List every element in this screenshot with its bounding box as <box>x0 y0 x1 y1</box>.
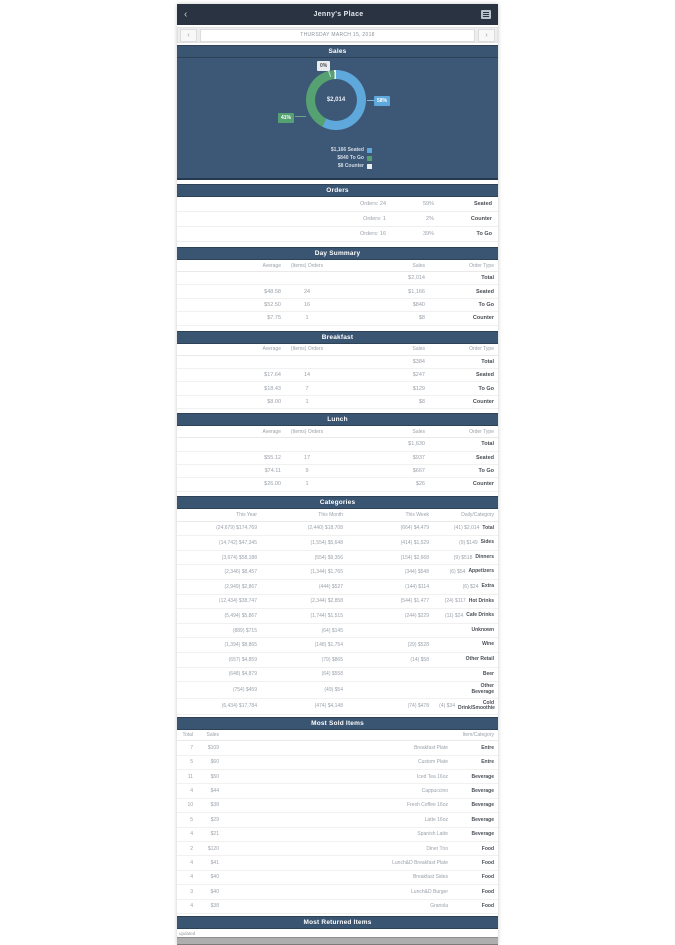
col-average: Average <box>262 428 281 435</box>
breakfast-header: Breakfast <box>177 331 498 344</box>
cell-item: Breakfast Plate <box>414 744 448 751</box>
cell-order-type: Counter <box>472 481 494 488</box>
cell-this-year: (5,494) $5,867 <box>224 613 257 620</box>
order-type: Seated <box>473 201 492 207</box>
cell-item: Breakfast Sides <box>412 874 448 881</box>
donut-center <box>315 79 357 121</box>
cell-category: Other Beverage <box>471 683 494 695</box>
cell-category: Dinners <box>475 553 494 560</box>
cell-category: Beverage <box>471 816 494 823</box>
most-sold-section <box>177 717 498 914</box>
categories-header: Categories <box>177 496 498 509</box>
cell-this-month: (444) $527 <box>318 583 343 590</box>
cell-orders: 17 <box>303 454 311 461</box>
cell-this-year: (12,434) $38,747 <box>218 598 257 605</box>
cell-orders: 1 <box>305 315 309 322</box>
table-row <box>177 609 498 624</box>
cell-orders: 9 <box>305 468 309 475</box>
legend-label: $8 Counter <box>337 163 364 169</box>
orders-section <box>177 184 498 242</box>
cell-category: Food <box>481 860 494 867</box>
day-summary-table <box>177 272 498 326</box>
legend-label: $1,166 Seated <box>330 147 364 153</box>
cell-order-type: Total <box>481 275 494 282</box>
orders-count: Orders: 24 <box>360 201 386 207</box>
table-row <box>177 551 498 566</box>
cell-order-type: To Go <box>478 301 494 308</box>
cell-total: 7 <box>190 744 193 751</box>
cell-order-type: Seated <box>475 288 494 295</box>
table-row <box>177 813 498 827</box>
table-row <box>177 438 498 451</box>
cell-category: Beverage <box>471 802 494 809</box>
cell-this-week: (544) $1,477 <box>400 598 429 605</box>
col-this-month: This Month <box>318 511 343 518</box>
cell-item: Lunch&D Burger <box>411 888 448 895</box>
order-type: To Go <box>476 231 492 237</box>
cell-category: Cafe Drinks <box>466 612 494 619</box>
table-row <box>177 699 498 716</box>
top-bar <box>177 4 498 25</box>
table-row <box>177 653 498 668</box>
cell-category: Cold Drink/Smoothie <box>458 699 495 712</box>
table-row <box>177 452 498 465</box>
order-type: Counter <box>470 216 492 222</box>
col-sales: Sales <box>412 346 425 353</box>
cell-daily: (24) $117 <box>444 598 466 605</box>
cell-sales: $41 <box>210 860 219 867</box>
cell-orders: 7 <box>305 385 309 392</box>
cell-total: 2 <box>190 845 193 852</box>
cell-this-year: (3,674) $58,188 <box>221 554 257 561</box>
cell-sales: $40 <box>210 888 219 895</box>
cell-total: 11 <box>187 773 193 780</box>
table-row <box>177 478 498 491</box>
most-returned-header: Most Returned Items <box>177 916 498 929</box>
cell-this-month: (49) $54 <box>324 686 343 693</box>
cell-category: Wine <box>482 641 494 648</box>
cell-sales: $50 <box>210 773 219 780</box>
table-row <box>177 828 498 842</box>
table-row <box>177 465 498 478</box>
cell-daily: (9) $518 <box>453 554 473 561</box>
table-row <box>177 682 498 699</box>
col-order-type: Order Type <box>469 428 494 435</box>
cell-this-month: (1,744) $1,515 <box>310 613 343 620</box>
cell-this-month: (1,554) $5,648 <box>310 540 343 547</box>
cell-this-month: (1,344) $1,765 <box>310 569 343 576</box>
col-sales: Sales <box>412 428 425 435</box>
col-average: Average <box>262 346 281 353</box>
table-row <box>177 396 498 409</box>
orders-section-header: Orders <box>177 184 498 197</box>
breakfast-section <box>177 331 498 410</box>
cell-this-month: (474) $4,148 <box>314 703 343 710</box>
app-window <box>177 4 498 945</box>
cell-category: Other Retail <box>465 655 494 662</box>
cell-item: Lunch&D Breakfast Plate <box>392 860 448 867</box>
orders-row <box>177 227 498 242</box>
cell-total: 4 <box>190 903 193 910</box>
updated-note: updated <box>179 930 196 936</box>
day-summary-header: Day Summary <box>177 247 498 260</box>
cell-sales: $38 <box>210 903 219 910</box>
cell-this-week: (144) $114 <box>405 583 429 590</box>
table-header-strip <box>177 937 498 945</box>
cell-orders: 16 <box>303 301 311 308</box>
cell-this-year: (14,742) $47,345 <box>218 540 257 547</box>
cell-order-type: Seated <box>475 372 494 379</box>
callout-line-left <box>295 116 306 117</box>
cell-this-month: (64) $558 <box>321 671 343 678</box>
cell-item: Spanish Latte <box>417 831 448 838</box>
col-total: Total <box>182 732 193 739</box>
cell-this-year: (657) $4,859 <box>228 656 257 663</box>
table-row <box>177 595 498 610</box>
cell-category: Beverage <box>471 831 494 838</box>
cell-sales: $247 <box>412 372 425 379</box>
app-title: Jenny's Place <box>313 11 364 18</box>
orders-row <box>177 212 498 227</box>
table-row <box>177 580 498 595</box>
cell-sales: $937 <box>412 454 425 461</box>
table-row <box>177 522 498 537</box>
cell-this-year: (2,346) $8,457 <box>224 569 257 576</box>
cell-category: Beverage <box>471 773 494 780</box>
cell-sales: $1,166 <box>408 288 425 295</box>
cell-order-type: Counter <box>472 398 494 405</box>
legend-item <box>331 147 372 153</box>
cell-this-week: (344) $548 <box>404 569 429 576</box>
table-row <box>177 369 498 382</box>
table-row <box>177 885 498 899</box>
cell-sales: $384 <box>412 358 425 365</box>
cell-average: $7.75 <box>267 315 281 322</box>
cell-total: 5 <box>190 816 193 823</box>
cell-sales: $2,014 <box>408 275 425 282</box>
cell-this-month: (2,440) $18,708 <box>307 525 343 532</box>
cell-category: Beverage <box>471 788 494 795</box>
cell-order-type: Total <box>481 358 494 365</box>
cell-category: Total <box>482 524 494 531</box>
col-orders: (Items) Orders <box>290 346 324 353</box>
cell-average: $26.00 <box>264 481 281 488</box>
cell-order-type: Seated <box>475 454 494 461</box>
legend-item <box>337 155 372 161</box>
table-row <box>177 741 498 755</box>
cell-daily: (4) $34 <box>439 703 455 710</box>
cell-sales: $109 <box>207 744 219 751</box>
table-row <box>177 312 498 325</box>
column-headers <box>177 730 498 741</box>
col-orders: (Items) Orders <box>290 428 324 435</box>
lunch-table <box>177 438 498 492</box>
cell-this-year: (648) $4,879 <box>228 671 257 678</box>
cell-this-year: (6,434) $17,784 <box>221 703 257 710</box>
most-returned-section <box>177 916 498 945</box>
cell-this-month: (2,344) $2,858 <box>310 598 343 605</box>
column-headers <box>177 426 498 438</box>
cell-item: Granola <box>430 903 448 910</box>
most-sold-table <box>177 741 498 914</box>
cell-item: Iced Tea 16oz <box>416 773 448 780</box>
col-this-year: This Year <box>236 511 257 518</box>
cell-average: $18.43 <box>264 385 281 392</box>
cell-order-type: To Go <box>478 385 494 392</box>
cell-sales: $29 <box>210 816 219 823</box>
cell-daily: (9) $149 <box>459 540 478 547</box>
col-order-type: Order Type <box>469 262 494 269</box>
table-row <box>177 871 498 885</box>
cell-total: 4 <box>190 874 193 881</box>
cell-average: $74.11 <box>264 468 281 475</box>
col-daily-category: Daily/Category <box>461 511 494 518</box>
cell-daily: (6) $54 <box>449 569 466 576</box>
table-row <box>177 272 498 285</box>
cell-orders: 14 <box>303 372 311 379</box>
breakfast-table <box>177 356 498 410</box>
orders-row <box>177 197 498 212</box>
cell-total: 10 <box>187 802 193 809</box>
cell-sales: $8 <box>418 315 425 322</box>
lunch-section <box>177 413 498 492</box>
legend-label: $840 To Go <box>337 155 364 161</box>
table-row <box>177 668 498 683</box>
cell-this-year: (24,679) $174,769 <box>216 525 257 532</box>
orders-percent: 2% <box>426 216 434 222</box>
date-display-button[interactable]: THURSDAY MARCH 15, 2018 <box>200 29 475 42</box>
cell-this-month: (148) $1,754 <box>314 642 343 649</box>
table-row <box>177 784 498 798</box>
cell-this-week: (74) $478 <box>407 703 429 710</box>
cell-category: Beer <box>482 670 494 677</box>
cell-sales: $129 <box>412 385 425 392</box>
day-summary-section <box>177 247 498 326</box>
cell-category: Extra <box>481 582 494 589</box>
categories-section <box>177 496 498 716</box>
cell-daily: (41) $2,014 <box>453 525 480 532</box>
cell-orders: 24 <box>303 288 311 295</box>
cell-category: Hot Drinks <box>468 597 494 604</box>
seated-pct-callout: 58% <box>374 96 390 106</box>
cell-this-week: (414) $1,529 <box>400 540 429 547</box>
cell-category: Entre <box>481 744 494 751</box>
cell-order-type: To Go <box>478 468 494 475</box>
column-headers <box>177 509 498 522</box>
table-row <box>177 356 498 369</box>
col-orders: (Items) Orders <box>290 262 324 269</box>
cell-sales: $60 <box>210 759 219 766</box>
cell-item: Latte 16oz <box>424 816 448 823</box>
cell-total: 3 <box>190 888 193 895</box>
counter-pct-callout: 0% <box>317 61 330 71</box>
col-this-week: This Week <box>405 511 429 518</box>
cell-total: 4 <box>190 860 193 867</box>
next-date-button[interactable]: › <box>478 29 495 42</box>
cell-sales: $40 <box>210 874 219 881</box>
column-headers <box>177 260 498 272</box>
cell-order-type: Total <box>481 441 494 448</box>
table-row <box>177 299 498 312</box>
cell-sales: $44 <box>210 788 219 795</box>
cell-this-year: (1,394) $8,865 <box>224 642 257 649</box>
cell-sales: $120 <box>207 845 219 852</box>
table-row <box>177 638 498 653</box>
legend-swatch-icon <box>367 148 372 153</box>
categories-table <box>177 522 498 716</box>
cell-category: Food <box>481 845 494 852</box>
table-row <box>177 285 498 298</box>
orders-percent: 39% <box>422 231 434 237</box>
orders-count: Orders: 1 <box>363 216 386 222</box>
cell-this-month: (64) $145 <box>321 627 343 634</box>
cell-daily: (6) $24 <box>462 583 479 590</box>
cell-total: 5 <box>190 759 193 766</box>
col-item-category: Item/Category <box>462 732 494 739</box>
cell-average: $52.50 <box>264 301 281 308</box>
cell-this-week: (14) $58 <box>410 656 429 663</box>
cell-sales: $21 <box>210 831 219 838</box>
cell-sales: $38 <box>210 802 219 809</box>
cell-category: Food <box>481 874 494 881</box>
sales-chart-panel <box>177 58 498 180</box>
donut-center-total: $2,014 <box>326 97 346 103</box>
cell-category: Food <box>481 903 494 910</box>
cell-category: Unknown <box>471 626 494 633</box>
cell-sales: $1,630 <box>408 441 425 448</box>
hamburger-menu-icon[interactable] <box>481 10 491 19</box>
cell-category: Sides <box>480 539 494 546</box>
most-sold-header: Most Sold Items <box>177 717 498 730</box>
legend-swatch-icon <box>367 156 372 161</box>
table-row <box>177 565 498 580</box>
cell-daily: (11) $24 <box>444 613 464 620</box>
callout-line-right <box>367 100 374 101</box>
cell-category: Appetizers <box>468 568 494 575</box>
table-row <box>177 382 498 395</box>
orders-count: Orders: 16 <box>360 231 386 237</box>
col-average: Average <box>262 262 281 269</box>
cell-this-week: (664) $4,479 <box>400 525 429 532</box>
cell-order-type: Counter <box>472 315 494 322</box>
sales-section <box>177 45 498 180</box>
cell-this-year: (2,949) $2,867 <box>224 583 257 590</box>
cell-this-week: (154) $2,668 <box>400 554 429 561</box>
cell-this-week: (29) $528 <box>407 642 429 649</box>
cell-this-year: (754) $459 <box>232 686 257 693</box>
sales-section-header: Sales <box>177 45 498 58</box>
cell-sales: $667 <box>412 468 425 475</box>
cell-item: Custom Plate <box>417 759 448 766</box>
cell-category: Entre <box>481 759 494 766</box>
legend-item <box>338 163 372 169</box>
orders-percent: 59% <box>422 201 434 207</box>
cell-average: $17.64 <box>264 372 281 379</box>
cell-average: $55.12 <box>264 454 281 461</box>
orders-table <box>177 197 498 242</box>
cell-this-month: (554) $9,356 <box>314 554 343 561</box>
cell-orders: 1 <box>305 481 309 488</box>
cell-this-year: (889) $715 <box>232 627 257 634</box>
back-icon[interactable]: ‹ <box>184 8 188 20</box>
cell-orders: 1 <box>305 398 309 405</box>
col-sales: Sales <box>412 262 425 269</box>
cell-sales: $8 <box>418 398 425 405</box>
legend-swatch-icon <box>367 164 372 169</box>
table-row <box>177 624 498 639</box>
column-headers <box>177 344 498 356</box>
col-order-type: Order Type <box>469 346 494 353</box>
lunch-header: Lunch <box>177 413 498 426</box>
togo-pct-callout: 41% <box>278 113 294 123</box>
date-nav-bar <box>177 27 498 43</box>
cell-this-week: (244) $229 <box>404 613 429 620</box>
cell-category: Food <box>481 888 494 895</box>
table-row <box>177 536 498 551</box>
prev-date-button[interactable]: ‹ <box>180 29 197 42</box>
table-row <box>177 799 498 813</box>
cell-item: Diner Trio <box>426 845 448 852</box>
table-row <box>177 856 498 870</box>
chart-legend <box>331 147 372 169</box>
cell-sales: $840 <box>412 301 425 308</box>
table-row <box>177 900 498 914</box>
cell-average: $48.58 <box>264 288 281 295</box>
col-sales: Sales <box>206 732 219 739</box>
cell-average: $8.00 <box>267 398 281 405</box>
cell-total: 4 <box>190 831 193 838</box>
cell-total: 4 <box>190 788 193 795</box>
cell-item: Cappuccino <box>421 788 448 795</box>
table-row <box>177 756 498 770</box>
table-row <box>177 770 498 784</box>
cell-item: Fresh Coffee 16oz <box>406 802 448 809</box>
table-row <box>177 842 498 856</box>
cell-sales: $26 <box>415 481 425 488</box>
cell-this-month: (79) $865 <box>321 656 343 663</box>
